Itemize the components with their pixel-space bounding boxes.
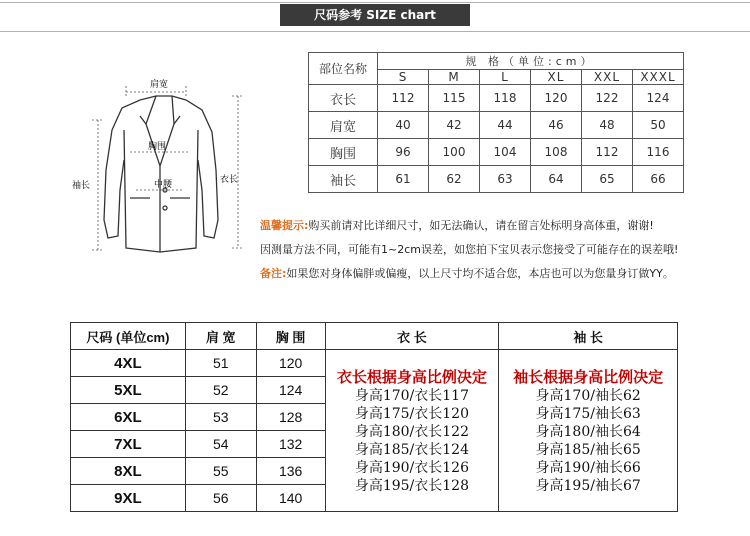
table-cell: 100 [429,139,480,166]
table-cell: 115 [429,85,480,112]
size-cell: 5XL [71,377,186,404]
row-label: 衣长 [309,85,378,112]
table-cell: 122 [582,85,633,112]
table-cell: 46 [531,112,582,139]
shoulder-label: 肩宽 [150,80,169,90]
size-header: S [378,70,429,85]
tip-text: 购买前请对比详细尺寸，如无法确认，请在留言处标明身高体重，谢谢! [308,219,654,232]
table-cell: 62 [429,166,480,193]
table-cell: 112 [582,139,633,166]
chest-column-header: 胸 围 [256,323,325,350]
table-row [309,85,684,112]
header-divider-bottom [0,31,750,32]
part-header: 部位名称 [309,53,378,85]
size-cell: 9XL [71,485,186,512]
table-cell: 65 [582,166,633,193]
page-title: 尺码参考 SIZE chart [280,4,470,26]
remark-text: 如果您对身体偏胖或偏瘦，以上尺寸均不适合您，本店也可以为您量身订做YY。 [286,267,674,280]
length-label: 衣长 [220,175,239,185]
spec-header: 规 格（单位:cm） [378,53,684,70]
table-cell: 50 [633,112,684,139]
sleeve-rule-line: 身高175/袖长63 [535,406,641,422]
chest-cell: 120 [256,350,325,377]
measure-note: 因测量方法不同，可能有1~2cm误差，如您拍下宝贝表示您接受了可能存在的误差哦! [260,243,679,256]
sleeve-rule-line: 身高190/袖长66 [535,460,641,476]
size-column-header: 尺码 (单位cm) [71,323,186,350]
length-rule-line: 身高170/衣长117 [354,388,469,404]
shoulder-cell: 53 [185,404,256,431]
shoulder-cell: 52 [185,377,256,404]
table-cell: 63 [480,166,531,193]
sleeve-rule-line: 身高180/袖长64 [535,424,641,440]
measure-guides [92,86,244,250]
length-rule-line: 身高190/衣长126 [354,460,469,476]
length-rule-line: 身高180/衣长122 [354,424,469,440]
tip-note [260,217,654,233]
chest-cell: 136 [256,458,325,485]
big-size-table [70,322,678,512]
table-cell: 61 [378,166,429,193]
size-chart-table [308,52,684,193]
table-cell: 118 [480,85,531,112]
table-cell: 42 [429,112,480,139]
jacket-outline [104,96,218,252]
shoulder-cell: 51 [185,350,256,377]
table-cell: 44 [480,112,531,139]
header-divider-top [0,2,750,3]
table-cell: 48 [582,112,633,139]
chest-cell: 128 [256,404,325,431]
table-cell: 116 [633,139,684,166]
chest-label: 胸围 [148,142,167,152]
table-cell: 120 [531,85,582,112]
chest-cell: 124 [256,377,325,404]
table-cell: 124 [633,85,684,112]
row-label: 胸围 [309,139,378,166]
table-cell: 112 [378,85,429,112]
length-rule-title: 衣长根据身高比例决定 [336,368,487,386]
tip-label: 温馨提示: [260,219,309,232]
table-row [71,350,678,377]
jacket-diagram [70,70,270,270]
table-cell: 64 [531,166,582,193]
size-header: L [480,70,531,85]
length-column-header: 衣 长 [325,323,499,350]
shoulder-cell: 54 [185,431,256,458]
sleeve-rule-line: 身高170/袖长62 [535,388,641,404]
chest-cell: 132 [256,431,325,458]
length-rule-cell [325,350,499,512]
table-cell: 96 [378,139,429,166]
size-header: M [429,70,480,85]
table-cell: 40 [378,112,429,139]
remark-note [260,265,674,281]
shoulder-cell: 56 [185,485,256,512]
sleeve-column-header: 袖 长 [499,323,678,350]
chest-cell: 140 [256,485,325,512]
table-cell: 104 [480,139,531,166]
size-cell: 7XL [71,431,186,458]
size-cell: 6XL [71,404,186,431]
table-cell: 108 [531,139,582,166]
table-cell: 66 [633,166,684,193]
shoulder-cell: 55 [185,458,256,485]
row-label: 肩宽 [309,112,378,139]
size-header: XL [531,70,582,85]
length-rule-line: 身高175/衣长120 [354,406,469,422]
size-cell: 8XL [71,458,186,485]
table-row [309,139,684,166]
sleeve-rule-title: 袖长根据身高比例决定 [513,368,664,386]
length-rule-line: 身高185/衣长124 [354,442,469,458]
size-header: XXXL [633,70,684,85]
remark-label: 备注: [260,267,287,280]
sleeve-label: 袖长 [72,181,91,191]
sleeve-rule-cell [499,350,678,512]
waist-label: 中腰 [154,180,173,190]
sleeve-rule-line: 身高185/袖长65 [535,442,641,458]
sleeve-rule-line: 身高195/袖长67 [535,478,641,494]
size-header: XXL [582,70,633,85]
shoulder-column-header: 肩 宽 [185,323,256,350]
row-label: 袖长 [309,166,378,193]
size-cell: 4XL [71,350,186,377]
length-rule-line: 身高195/衣长128 [354,478,469,494]
table-row [309,112,684,139]
table-row [309,166,684,193]
